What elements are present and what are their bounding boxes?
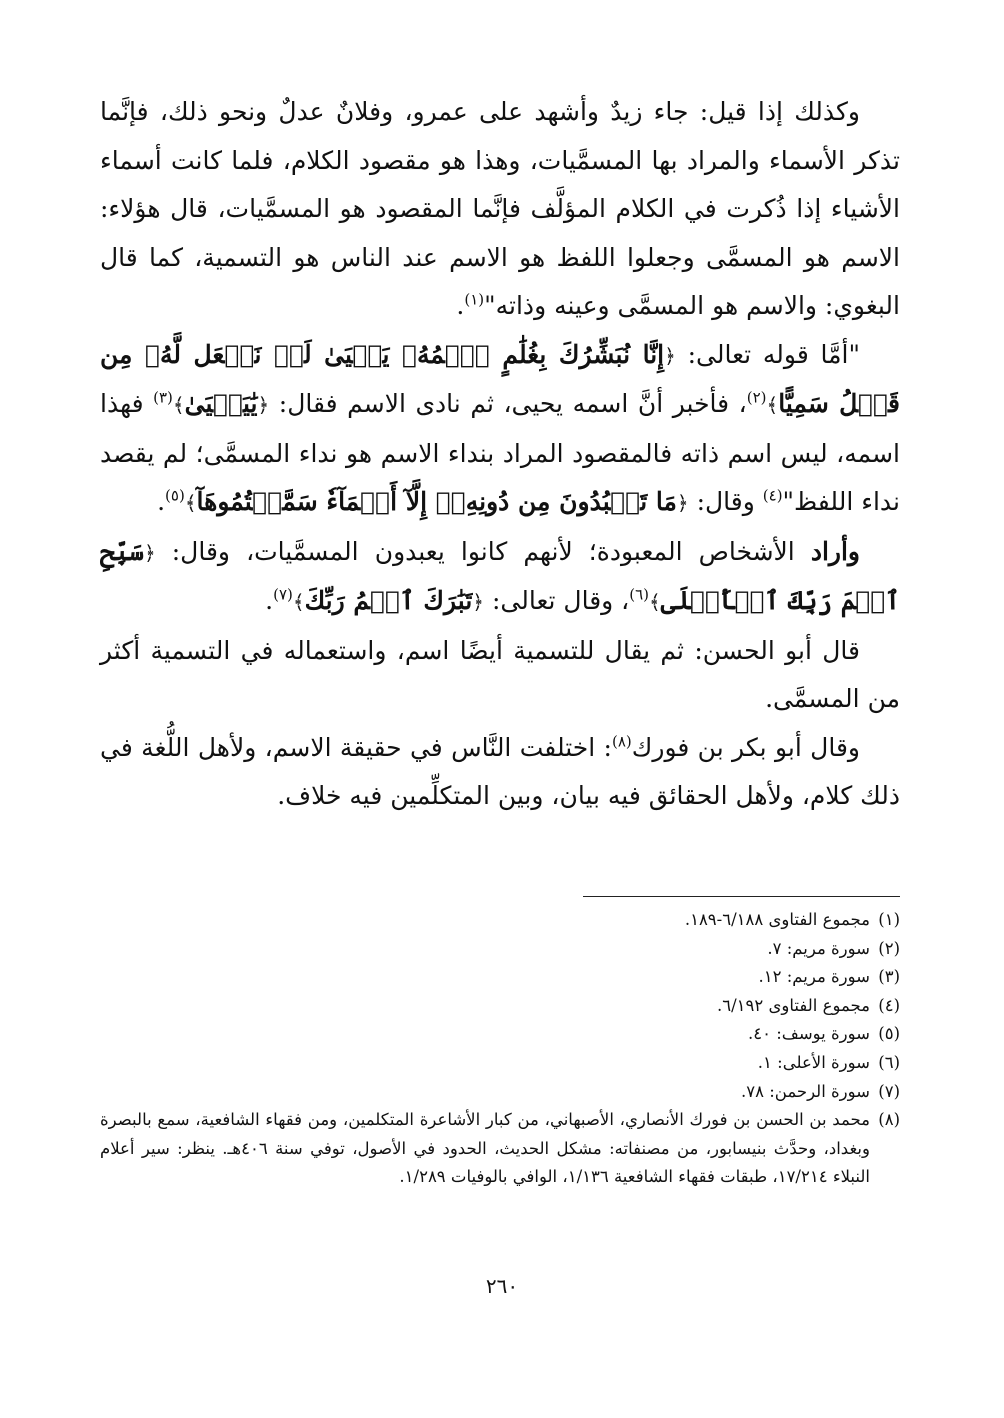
main-text bbox=[100, 88, 900, 821]
footnote-text: سورة الأعلى: ١. bbox=[757, 1052, 870, 1072]
paragraph-5 bbox=[100, 724, 900, 821]
quran-verse-text: سَبِّحِ ٱسۡمَ رَبِّكَ ٱلۡأَعۡلَى bbox=[100, 536, 900, 615]
footnote-item bbox=[100, 906, 900, 935]
quran-bracket-close-icon: ﴾ bbox=[766, 393, 779, 417]
quran-bracket-open-icon: ﴿ bbox=[664, 343, 676, 368]
footnote-number: (٦) bbox=[878, 1052, 900, 1072]
quran-verse-text: مَا تَعۡبُدُونَ مِن دُونِهِۦٓ إِلَّآ أَسۡمَآءٗ سَمَّيۡتُمُوهَآ bbox=[196, 487, 677, 516]
paragraph-text: ، وقال تعالى: bbox=[484, 586, 630, 615]
paragraph-1 bbox=[100, 88, 900, 331]
paragraph-2 bbox=[100, 331, 900, 528]
footnote-reference[interactable]: (١) bbox=[464, 290, 485, 309]
footnote-reference[interactable]: (٣) bbox=[153, 388, 173, 407]
paragraph-text: . bbox=[157, 487, 166, 516]
quran-verse-text: تَبَٰرَكَ ٱسۡمُ رَبِّكَ bbox=[304, 586, 473, 615]
footnote-number: (٥) bbox=[878, 1024, 900, 1044]
footnotes bbox=[100, 906, 900, 1192]
quran-verse bbox=[185, 487, 689, 516]
paragraph-4 bbox=[100, 627, 900, 724]
footnote-item bbox=[100, 963, 900, 992]
footnote-number: (٧) bbox=[878, 1081, 900, 1101]
footnote-item bbox=[100, 992, 900, 1021]
quran-bracket-open-icon: ﴿ bbox=[257, 393, 270, 417]
paragraph-3 bbox=[100, 528, 900, 627]
paragraph-text: . bbox=[265, 586, 274, 615]
paragraph-text: وكذلك إذا قيل: جاء زيدٌ وأشهد على عمرو، وفلانٌ عدلٌ ونحو ذلك، فإنَّما تذكر الأسماء والمراد بها المسمَّيات، وهذا هو مقصود الكلام، فلما كانت أسماء الأشياء إذا ذُكرت في الكلام المؤلَّف فإنَّما المقصود هو المسمَّيات، قال هؤلاء: الاسم هو المسمَّى وجعلوا اللفظ هو الاسم عند الناس هو التسمية، كما قال البغوي: والاسم هو المسمَّى وعينه وذاته" bbox=[100, 97, 900, 320]
paragraph-text: الأشخاص المعبودة؛ لأنهم كانوا يعبدون المسمَّيات، وقال: bbox=[155, 536, 811, 566]
quran-bracket-close-icon: ﴾ bbox=[292, 590, 305, 614]
footnote-text: سورة يوسف: ٤٠. bbox=[747, 1024, 870, 1044]
quran-verse bbox=[173, 389, 269, 418]
quran-bracket-open-icon: ﴿ bbox=[472, 590, 484, 614]
footnote-reference[interactable]: (٤) bbox=[762, 486, 783, 505]
page-number: ٢٦٠ bbox=[485, 1274, 519, 1298]
footnote-number: (٤) bbox=[878, 995, 900, 1015]
footnote-reference[interactable]: (٥) bbox=[165, 486, 185, 505]
paragraph-text: قال أبو الحسن: ثم يقال للتسمية أيضًا اسم، واستعماله في التسمية أكثر من المسمَّى. bbox=[100, 635, 900, 713]
footnote-text: مجموع الفتاوى ٦/١٩٢. bbox=[717, 995, 870, 1015]
footnote-item bbox=[100, 1049, 900, 1078]
footnote-separator bbox=[583, 896, 900, 897]
quran-bracket-close-icon: ﴾ bbox=[649, 590, 661, 614]
paragraph-text: "أمَّا قوله تعالى: bbox=[675, 339, 860, 369]
footnote-number: (١) bbox=[878, 910, 900, 929]
quran-verse-text: إِنَّا نُبَشِّرُكَ بِغُلَٰمٍ ٱسۡمُهُۥ يَحۡيَىٰ لَمۡ نَجۡعَل لَّهُۥ مِن قَبۡلُ سَمِيًّا bbox=[100, 339, 900, 418]
paragraph-text: فهذا اسمه، ليس اسم ذاته فالمقصود المراد بنداء الاسم هو نداء المسمَّى؛ لم يقصد نداء اللفظ" bbox=[100, 389, 900, 516]
footnote-reference[interactable]: (٦) bbox=[629, 585, 650, 604]
footnote-item bbox=[100, 1020, 900, 1049]
quran-bracket-close-icon: ﴾ bbox=[172, 393, 185, 417]
quran-verse-text: يَٰيَحۡيَىٰ bbox=[184, 389, 258, 418]
footnote-item bbox=[100, 935, 900, 964]
footnote-reference[interactable]: (٨) bbox=[611, 732, 632, 751]
paragraph-text: . bbox=[456, 291, 465, 320]
footnote-text: محمد بن الحسن بن فورك الأنصاري، الأصبهاني، من كبار الأشاعرة المتكلمين، ومن فقهاء الشافعية، سمع بالبصرة وبغداد، وحدَّث بنيسابور، من مصنفاته: مشكل الحديث، الحدود في الأصول، توفي سنة ٤٠٦هـ. ينظر: سير أعلام النبلاء ١٧/٢١٤، طبقات فقهاء الشافعية ١/١٣٦، الوافي بالوفيات ١/٢٨٩. bbox=[100, 1110, 870, 1187]
quran-bracket-close-icon: ﴾ bbox=[184, 491, 197, 515]
footnote-number: (٨) bbox=[878, 1110, 900, 1130]
footnote-item bbox=[100, 1106, 900, 1192]
paragraph-text: ، فأخبر أنَّ اسمه يحيى، ثم نادى الاسم فقال: bbox=[269, 389, 747, 418]
footnote-number: (٢) bbox=[878, 938, 900, 958]
footnote-text: سورة مريم: ٧. bbox=[767, 938, 870, 958]
footnote-number: (٣) bbox=[878, 967, 900, 987]
quran-bracket-open-icon: ﴿ bbox=[676, 491, 689, 515]
paragraph-text: : اختلفت النَّاس في حقيقة الاسم، ولأهل اللُّغة في ذلك كلام، ولأهل الحقائق فيه بيان، وبين المتكلِّمين فيه خلاف. bbox=[100, 732, 900, 810]
footnote-text: مجموع الفتاوى ٦/١٨٨-١٨٩. bbox=[684, 910, 870, 929]
footnote-reference[interactable]: (٢) bbox=[746, 388, 767, 407]
footnote-text: سورة مريم: ١٢. bbox=[758, 967, 870, 987]
quran-verse bbox=[293, 586, 484, 615]
bold-lead-word: وأراد bbox=[810, 536, 860, 566]
footnote-text: سورة الرحمن: ٧٨. bbox=[740, 1081, 870, 1101]
footnote-item bbox=[100, 1078, 900, 1107]
footnote-reference[interactable]: (٧) bbox=[273, 585, 293, 604]
paragraph-text: وقال أبو بكر بن فورك bbox=[631, 732, 860, 762]
quran-bracket-open-icon: ﴿ bbox=[143, 540, 156, 565]
paragraph-text: وقال: bbox=[688, 487, 763, 516]
